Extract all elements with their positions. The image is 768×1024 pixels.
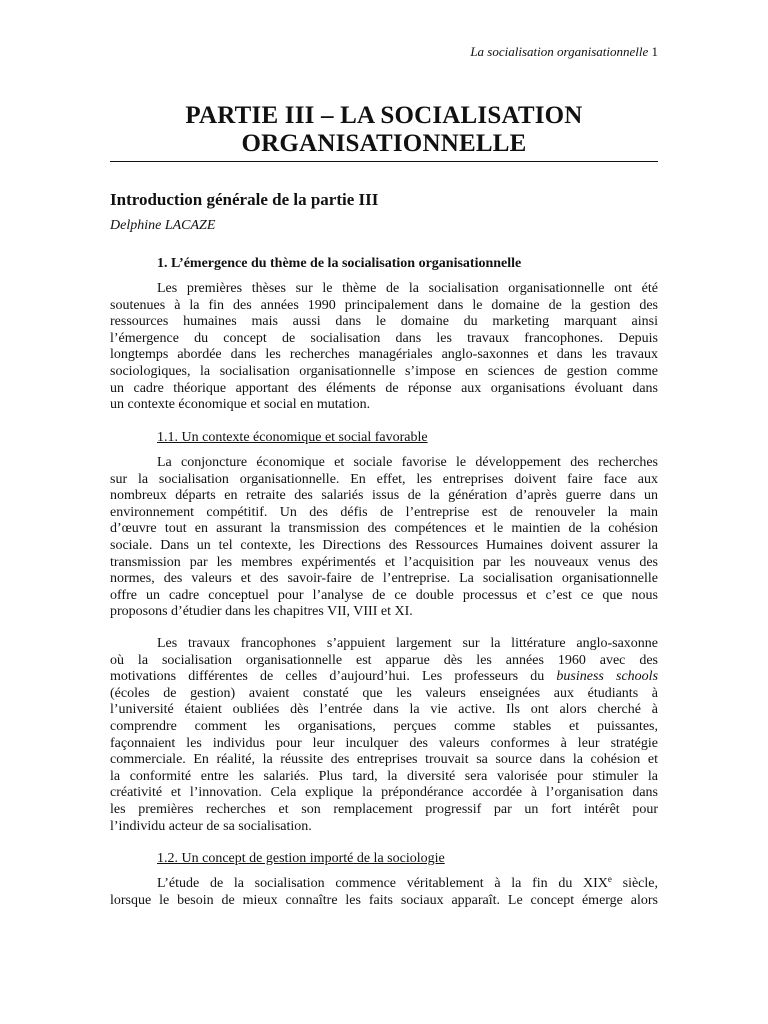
italic-term: business schools: [556, 669, 658, 685]
paragraph-line: les premières recherches et son remplacement progressif par un fort intérêt pour: [110, 801, 658, 817]
paragraph-line: un cadre théorique apportant des éléments de réponse aux organisations évoluant dans: [110, 380, 658, 396]
paragraph-line: façonnaient les individus pour leur inculquer des valeurs conformes à leur stratégie: [110, 735, 658, 751]
paragraph-line: la conformité entre les salariés. Plus tard, la diversité sera valorisée pour stimuler la: [110, 768, 658, 784]
paragraph-line: longtemps abordée dans les recherches managériales anglo-saxonnes et dans les travaux: [110, 347, 658, 363]
paragraph-text: siècle,: [611, 876, 658, 891]
paragraph-line: normes, des valeurs et des savoir-faire de l’entreprise. La socialisation organisationnelle: [110, 571, 658, 587]
paragraph-line: sociologiques, la socialisation organisationnelle s’impose en sciences de gestion comme: [110, 363, 658, 379]
title-divider: [110, 161, 658, 162]
paragraph-line: commerciale. En réalité, la réussite des entreprises trouvait sa source dans la cohésion et: [110, 752, 658, 768]
page-title: [110, 102, 658, 158]
section-1-2-paragraph-1: [110, 876, 658, 909]
running-title: La socialisation organisationnelle: [470, 44, 649, 59]
paragraph-line: l’université étaient oubliées dès l’entrée dans la vie active. Ils ont alors cherché à: [110, 702, 658, 718]
paragraph-line: sur la socialisation organisationnelle. En effet, les entreprises doivent faire face aux: [110, 471, 658, 487]
paragraph-line: sociale. Dans un tel contexte, les Directions des Ressources Humaines doivent assurer la: [110, 537, 658, 553]
section-1-2-heading: 1.2. Un concept de gestion importé de la sociologie: [157, 851, 445, 866]
paragraph-line: offre un cadre conceptuel pour l’analyse de ce double processus et c’est ce que nous: [110, 587, 658, 603]
paragraph-line: où la socialisation organisationnelle est apparue dès les années 1960 avec des: [110, 652, 658, 668]
page-title-line-2: ORGANISATIONNELLE: [241, 130, 527, 157]
paragraph-line: nombreux départs en retraite des salariés issus de la génération d’après guerre dans un: [110, 488, 658, 504]
paragraph-line: (écoles de gestion) avaient constaté que les valeurs enseignées aux étudiants à: [110, 685, 658, 701]
paragraph-text: L’étude de la socialisation commence véritablement à la fin du XIX: [157, 876, 608, 891]
paragraph-line: soutenues à la fin des années 1990 principalement dans le domaine de la gestion des: [110, 297, 658, 313]
author-name: Delphine LACAZE: [110, 218, 216, 233]
section-1-1-paragraph-2: [110, 636, 658, 835]
paragraph-line: comprendre comment les organisations, perçues comme stables et puissantes,: [110, 718, 658, 734]
paragraph-line: Les travaux francophones s’appuient largement sur la littérature anglo-saxonne: [157, 636, 658, 651]
superscript: e: [607, 876, 612, 884]
paragraph-line: l’émergence du concept de socialisation dans les travaux francophones. Depuis: [110, 330, 658, 346]
running-header: [470, 44, 658, 60]
paragraph-line: La conjoncture économique et sociale favorise le développement des recherches: [157, 455, 658, 470]
paragraph-line: d’œuvre tout en assurant la transmission des compétences et le maintien de la cohésion: [110, 521, 658, 537]
paragraph-line: environnement compétitif. Un des défis de l’entreprise est de renouveler la main: [110, 504, 658, 520]
section-1-heading: 1. L’émergence du thème de la socialisation organisationnelle: [157, 256, 522, 271]
paragraph-line: un contexte économique et social en mutation.: [110, 397, 371, 413]
paragraph-line: transmission par les membres expérimentés et l’acquisition par les nouveaux venus des: [110, 554, 658, 570]
paragraph-text: motivations différentes de celles d’aujourd’hui. Les professeurs du: [110, 669, 545, 685]
paragraph-line: ressources humaines mais aussi dans le domaine du marketing marquant ainsi: [110, 314, 658, 330]
paragraph-line: Les premières thèses sur le thème de la socialisation organisationnelle ont été: [157, 281, 658, 296]
paragraph-line: lorsque le besoin de mieux connaître les faits sociaux apparaît. Le concept émerge alors: [110, 892, 658, 908]
section-1-1-paragraph-1: [110, 455, 658, 621]
paragraph-line: l’individu acteur de sa socialisation.: [110, 818, 312, 834]
paragraph-line: proposons d’étudier dans les chapitres VII, VIII et XI.: [110, 604, 413, 620]
intro-heading: Introduction générale de la partie III: [110, 190, 379, 209]
section-1-paragraph-1: [110, 281, 658, 414]
paragraph-line: [110, 876, 658, 893]
section-1-1-heading: 1.1. Un contexte économique et social favorable: [157, 430, 428, 445]
paragraph-line: [110, 669, 658, 686]
page-title-line-1: PARTIE III – LA SOCIALISATION: [185, 102, 583, 129]
paragraph-line: créativité et l’innovation. Cela explique la prépondérance accordée à l’organisation dans: [110, 785, 658, 801]
page-number: 1: [651, 44, 658, 59]
